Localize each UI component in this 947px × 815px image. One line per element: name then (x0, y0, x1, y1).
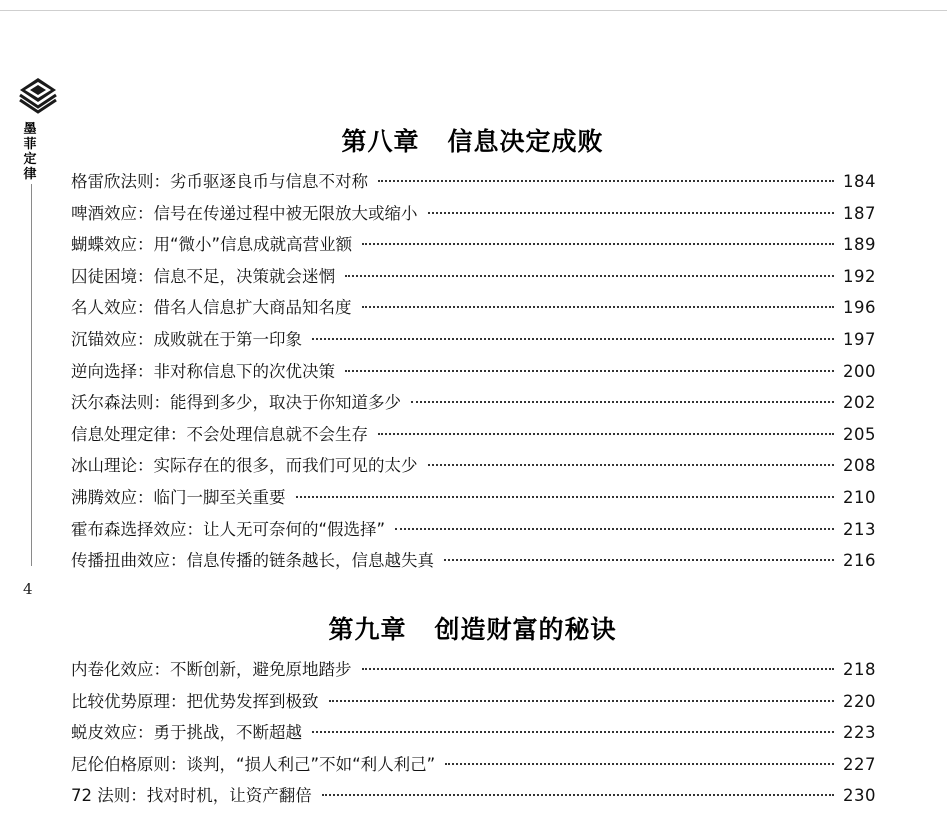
toc-entry[interactable] (71, 516, 876, 548)
toc-entry-title: 逆向选择：非对称信息下的次优决策 (71, 361, 335, 381)
dot-leader (312, 731, 834, 733)
dot-leader (445, 763, 834, 765)
toc-entry-page: 202 (843, 393, 876, 413)
toc-entry-page: 208 (843, 456, 876, 476)
toc-entry-title: 冰山理论：实际存在的很多，而我们可见的太少 (71, 456, 418, 476)
toc-entry-title: 啤酒效应：信号在传递过程中被无限放大或缩小 (71, 203, 418, 223)
toc-entry[interactable] (71, 782, 876, 814)
chapter-heading (71, 122, 874, 158)
toc-entry-page: 189 (843, 235, 876, 255)
toc-entry-page: 216 (843, 551, 876, 571)
toc-entry-page: 213 (843, 519, 876, 539)
toc-entry-title: 传播扭曲效应：信息传播的链条越长，信息越失真 (71, 551, 434, 571)
toc-entry-page: 227 (843, 754, 876, 774)
toc-entry-page: 192 (843, 266, 876, 286)
toc-entry-page: 223 (843, 723, 876, 743)
dot-leader (428, 464, 835, 466)
dot-leader (362, 243, 834, 245)
dot-leader (345, 275, 834, 277)
toc-entry[interactable] (71, 656, 876, 688)
toc-entry-title: 囚徒困境：信息不足，决策就会迷惘 (71, 266, 335, 286)
toc-entry-page: 220 (843, 691, 876, 711)
toc-entry[interactable] (71, 547, 876, 579)
toc-entry[interactable] (71, 421, 876, 453)
dot-leader (411, 401, 834, 403)
toc-entry[interactable] (71, 484, 876, 516)
toc-entry-title: 蝴蝶效应：用“微小”信息成就高营业额 (71, 235, 353, 255)
toc-entry[interactable] (71, 719, 876, 751)
toc-entry-title: 内卷化效应：不断创新，避免原地踏步 (71, 660, 352, 679)
toc-entry-title: 信息处理定律：不会处理信息就不会生存 (71, 424, 368, 444)
toc-entry-page: 210 (843, 487, 876, 507)
toc-entry[interactable] (71, 294, 876, 326)
dot-leader (329, 700, 835, 702)
toc-list-chapter-9 (71, 656, 876, 814)
toc-entry-title: 尼伦伯格原则：谈判，“损人利己”不如“利人利己” (71, 754, 436, 774)
toc-entry-title: 格雷欣法则：劣币驱逐良币与信息不对称 (71, 172, 368, 191)
toc-entry-page: 197 (843, 329, 876, 349)
toc-entry[interactable] (71, 452, 876, 484)
toc-entry-page: 184 (843, 172, 876, 191)
toc-entry-page: 218 (843, 660, 876, 679)
top-rule (0, 10, 947, 11)
toc-entry-title: 沉锚效应：成败就在于第一印象 (71, 329, 302, 349)
toc-entry-page: 200 (843, 361, 876, 381)
chapter-heading (71, 610, 874, 646)
toc-entry-title: 霍布森选择效应：让人无可奈何的“假选择” (71, 519, 386, 539)
toc-entry[interactable] (71, 389, 876, 421)
toc-entry[interactable] (71, 231, 876, 263)
dot-leader (378, 180, 834, 182)
toc-entry-title: 72 法则：找对时机，让资产翻倍 (71, 786, 312, 806)
toc-entry[interactable] (71, 688, 876, 720)
toc-entry-title: 蜕皮效应：勇于挑战，不断超越 (71, 723, 302, 743)
dot-leader (395, 528, 834, 530)
chapter-label: 第九章 (328, 615, 407, 644)
toc-entry[interactable] (71, 326, 876, 358)
dot-leader (378, 433, 834, 435)
toc-entry-title: 沸腾效应：临门一脚至关重要 (71, 487, 286, 507)
chapter-label: 第八章 (341, 127, 420, 156)
toc-entry-page: 205 (843, 424, 876, 444)
dot-leader (428, 212, 835, 214)
toc-entry-page: 187 (843, 203, 876, 223)
toc-entry[interactable] (71, 168, 876, 200)
dot-leader (444, 559, 834, 561)
dot-leader (322, 794, 834, 796)
side-divider (31, 184, 32, 566)
dot-leader (362, 306, 835, 308)
dot-leader (362, 668, 835, 670)
toc-entry-page: 230 (843, 786, 876, 806)
toc-list-chapter-8 (71, 168, 876, 579)
toc-entry[interactable] (71, 751, 876, 783)
chapter-title: 创造财富的秘诀 (434, 615, 617, 644)
toc-entry-title: 名人效应：借名人信息扩大商品知名度 (71, 298, 352, 318)
dot-leader (296, 496, 835, 498)
toc-entry-title: 沃尔森法则：能得到多少，取决于你知道多少 (71, 393, 401, 413)
toc-entry[interactable] (71, 358, 876, 390)
dot-leader (345, 370, 834, 372)
toc-entry-page: 196 (843, 298, 876, 318)
dot-leader (312, 338, 834, 340)
stacked-layers-logo-icon (18, 76, 58, 116)
toc-entry-title: 比较优势原理：把优势发挥到极致 (71, 691, 319, 711)
toc-entry[interactable] (71, 263, 876, 295)
book-side-title: 墨菲定律 (23, 122, 37, 182)
toc-entry[interactable] (71, 200, 876, 232)
chapter-title: 信息决定成败 (447, 127, 604, 156)
page-number: 4 (23, 580, 33, 598)
